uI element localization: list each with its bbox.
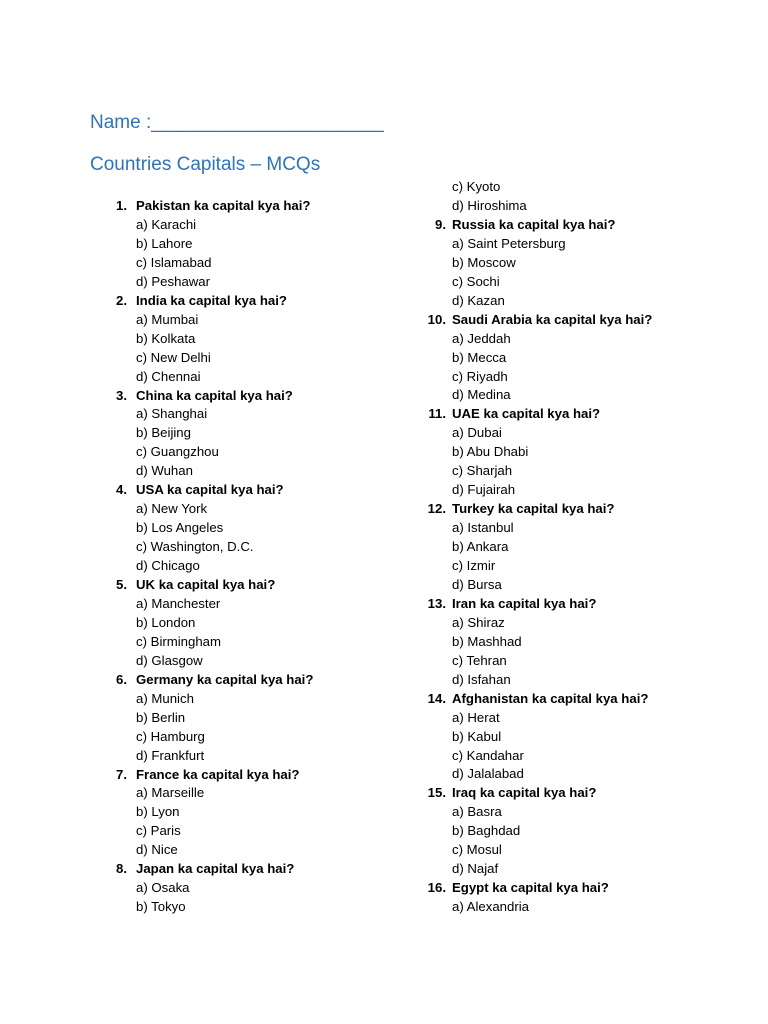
answer-option: c) Tehran [452, 652, 507, 668]
answer-option: c) Islamabad [136, 254, 212, 270]
question-text: Turkey ka capital kya hai? [452, 501, 615, 517]
answer-option: d) Frankfurt [136, 747, 205, 763]
answer-option: b) Baghdad [452, 823, 521, 839]
answer-option: a) Shiraz [452, 614, 505, 630]
question-number: 14. [427, 690, 446, 706]
answer-option: c) Birmingham [136, 633, 222, 649]
question-text: Japan ka capital kya hai? [136, 861, 295, 877]
answer-option: a) Herat [452, 709, 500, 725]
answer-option: b) Moscow [452, 254, 516, 270]
answer-option: d) Chicago [136, 558, 200, 574]
question-text: USA ka capital kya hai? [136, 482, 284, 498]
answer-option: c) Washington, D.C. [136, 539, 254, 555]
question-text: Iraq ka capital kya hai? [452, 785, 597, 801]
answer-option: c) New Delhi [136, 349, 211, 365]
answer-option: c) Kyoto [452, 179, 501, 194]
question-number: 2. [116, 292, 127, 308]
question-text: Egypt ka capital kya hai? [452, 880, 609, 896]
answer-option: a) Shanghai [136, 406, 208, 422]
answer-option: b) Mecca [452, 349, 507, 365]
answer-option: b) Los Angeles [136, 520, 224, 536]
answer-option: d) Nice [136, 842, 178, 858]
answer-option: d) Jalalabad [452, 766, 524, 782]
answer-option: b) Tokyo [136, 899, 186, 915]
answer-option: b) Lyon [136, 804, 180, 820]
question-number: 6. [116, 671, 127, 687]
question-text: Russia ka capital kya hai? [452, 216, 616, 232]
question-number: 3. [116, 387, 127, 403]
answer-option: c) Hamburg [136, 728, 205, 744]
answer-option: d) Isfahan [452, 671, 511, 687]
answer-option: c) Riyadh [452, 368, 508, 384]
question-text: Iran ka capital kya hai? [452, 595, 597, 611]
question-number: 5. [116, 577, 127, 592]
question-text: India ka capital kya hai? [136, 292, 287, 308]
question-text: China ka capital kya hai? [136, 387, 293, 403]
question-text: Pakistan ka capital kya hai? [136, 198, 311, 213]
document-title: Countries Capitals – MCQs [90, 154, 321, 175]
answer-option: a) Manchester [136, 595, 221, 611]
answer-option: b) Abu Dhabi [452, 444, 529, 460]
answer-option: a) Basra [452, 804, 502, 820]
question-number: 10. [427, 311, 446, 327]
answer-option: b) Ankara [452, 539, 509, 555]
question-number: 9. [435, 216, 446, 232]
answer-option: c) Mosul [452, 842, 502, 858]
answer-option: a) Munich [136, 690, 194, 706]
answer-option: c) Sharjah [452, 463, 513, 479]
answer-option: c) Izmir [452, 558, 496, 573]
question-number: 8. [116, 861, 127, 877]
question-number: 15. [427, 785, 446, 801]
question-number: 7. [116, 766, 127, 782]
answer-option: c) Paris [136, 823, 181, 839]
question-number: 13. [427, 595, 446, 611]
answer-option: c) Kandahar [452, 747, 524, 763]
answer-option: b) Beijing [136, 425, 191, 441]
answer-option: b) London [136, 614, 196, 630]
question-text: UK ka capital kya hai? [136, 577, 276, 592]
answer-option: d) Fujairah [452, 482, 516, 498]
answer-option: d) Glasgow [136, 652, 203, 668]
question-number: 16. [427, 880, 446, 896]
question-text: UAE ka capital kya hai? [452, 406, 601, 422]
question-text: Afghanistan ka capital kya hai? [452, 690, 649, 706]
answer-option: a) Karachi [136, 216, 197, 232]
answer-option: c) Guangzhou [136, 444, 219, 460]
answer-option: b) Kolkata [136, 330, 196, 346]
answer-option: a) Mumbai [136, 311, 199, 327]
answer-option: d) Peshawar [136, 273, 211, 289]
answer-option: d) Najaf [452, 861, 499, 877]
answer-option: a) Jeddah [452, 330, 511, 346]
answer-option: a) New York [136, 501, 208, 517]
answer-option: b) Lahore [136, 235, 193, 251]
question-number: 12. [427, 501, 446, 517]
question-number: 4. [116, 482, 127, 498]
question-text: Germany ka capital kya hai? [136, 671, 314, 687]
answer-option: d) Medina [452, 387, 511, 403]
answer-option: b) Berlin [136, 709, 186, 725]
answer-option: d) Chennai [136, 368, 201, 384]
answer-option: d) Hiroshima [452, 197, 527, 213]
answer-option: a) Alexandria [452, 899, 529, 915]
question-text: France ka capital kya hai? [136, 766, 300, 782]
answer-option: d) Wuhan [136, 463, 193, 479]
question-number: 1. [116, 198, 127, 213]
question-text: Saudi Arabia ka capital kya hai? [452, 311, 653, 327]
answer-option: a) Osaka [136, 880, 190, 896]
answer-option: a) Istanbul [452, 520, 514, 536]
answer-option: c) Sochi [452, 273, 500, 289]
answer-option: a) Marseille [136, 785, 205, 801]
answer-option: a) Saint Petersburg [452, 235, 566, 251]
name-field-label: Name :______________________ [90, 112, 384, 133]
question-number: 11. [428, 406, 446, 422]
answer-option: d) Kazan [452, 292, 505, 308]
answer-option: b) Mashhad [452, 633, 522, 649]
answer-option: b) Kabul [452, 728, 502, 744]
answer-option: d) Bursa [452, 576, 502, 592]
answer-option: a) Dubai [452, 425, 502, 441]
